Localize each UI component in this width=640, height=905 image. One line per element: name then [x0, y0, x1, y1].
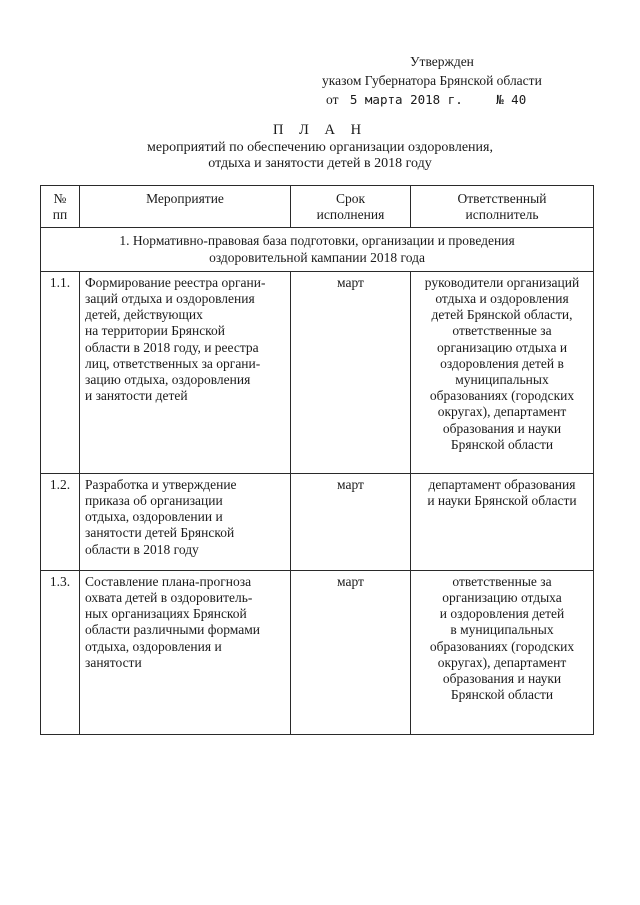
row-activity: Формирование реестра органи- заций отдыха и оздоровления детей, действующих на территории Брянской области в 2018 году, и реестра лиц, ответственных за органи- зацию отдыха, оздоровления и занятости детей	[80, 271, 291, 473]
table-row	[41, 570, 594, 734]
table-row	[41, 473, 594, 570]
heading-line-1: мероприятий по обеспечению организации оздоровления,	[147, 139, 493, 155]
approval-approved-line: Утвержден	[410, 54, 474, 69]
row-number: 1.3.	[41, 570, 80, 734]
approval-number: № 40	[496, 92, 527, 107]
table-header-row	[41, 186, 594, 228]
heading-line-2: отдыха и занятости детей в 2018 году	[208, 156, 432, 171]
document-heading	[0, 122, 640, 173]
section-row	[41, 228, 594, 271]
row-activity: Разработка и утверждение приказа об организации отдыха, оздоровлении и занятости детей Брянской области в 2018 году	[80, 473, 291, 570]
approval-block	[322, 52, 542, 109]
table-row	[41, 271, 594, 473]
approval-decree-line: указом Губернатора Брянской области	[322, 73, 542, 88]
page-title: П Л А Н	[272, 122, 368, 138]
section-title: 1. Нормативно-правовая база подготовки, организации и проведения оздоровительной кампании 2018 года	[41, 228, 594, 271]
row-responsible: департамент образования и науки Брянской области	[411, 473, 594, 570]
approval-date-line	[322, 90, 542, 109]
row-deadline: март	[291, 570, 411, 734]
row-responsible: руководители организаций отдыха и оздоровления детей Брянской области, ответственные за организацию отдыха и оздоровления детей в муниципальных образованиях (городских округах), департамент образования и науки Брянской области	[411, 271, 594, 473]
row-number: 1.1.	[41, 271, 80, 473]
approval-date: 5 марта 2018 г.	[349, 92, 463, 107]
row-responsible: ответственные за организацию отдыха и оздоровления детей в муниципальных образованиях (городских округах), департамент образования и науки Брянской области	[411, 570, 594, 734]
approval-from-label: от	[326, 92, 339, 107]
header-num: № пп	[41, 186, 80, 228]
row-number: 1.2.	[41, 473, 80, 570]
row-activity: Составление плана-прогноза охвата детей в оздоровитель- ных организациях Брянской области различными формами отдыха, оздоровления и занятости	[80, 570, 291, 734]
header-activity: Мероприятие	[80, 186, 291, 228]
row-deadline: март	[291, 473, 411, 570]
header-deadline: Срок исполнения	[291, 186, 411, 228]
row-deadline: март	[291, 271, 411, 473]
plan-table	[40, 185, 594, 735]
header-responsible: Ответственный исполнитель	[411, 186, 594, 228]
